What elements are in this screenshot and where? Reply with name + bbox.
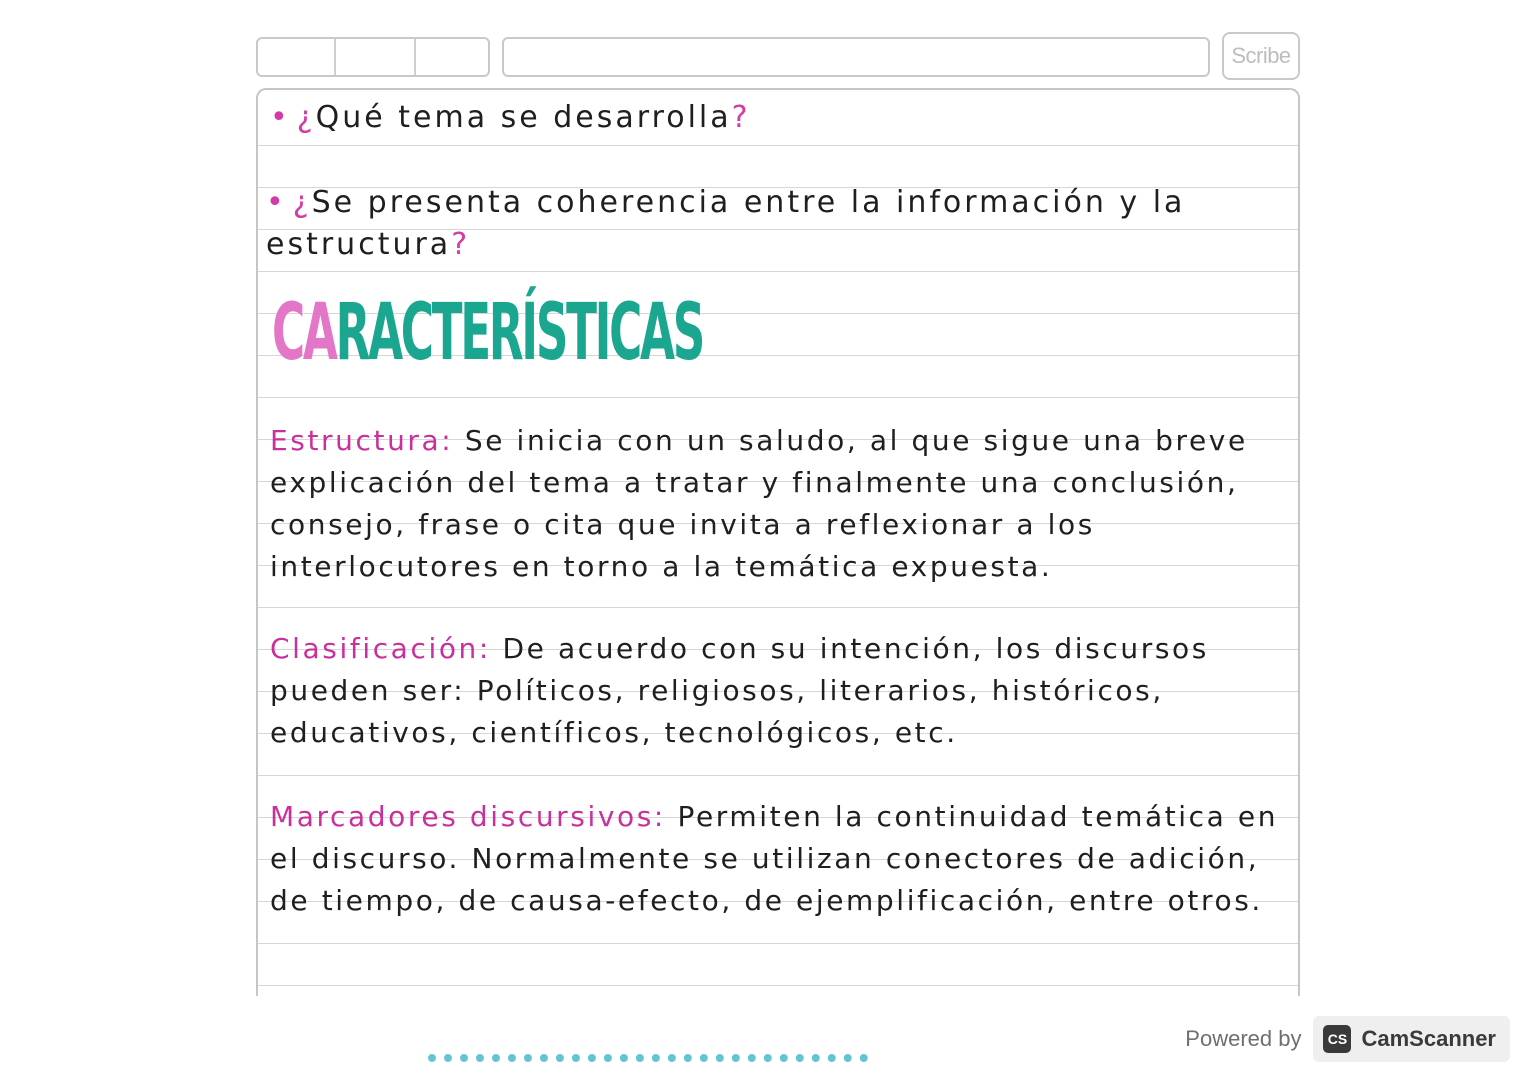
paragraph-text: Permiten la continuidad temática en el discurso. Normalmente se utilizan conectores de adición, de tiempo, de causa-efecto, de ejemplificación, entre otros.: [270, 800, 1279, 917]
bullet-icon: •: [270, 100, 291, 135]
scribe-logo: Scribe: [1231, 43, 1291, 68]
question-open-mark: ¿: [296, 100, 316, 135]
date-divider: [334, 39, 336, 75]
title-box: [502, 37, 1210, 77]
scanner-watermark: [1185, 1016, 1510, 1062]
section-title: [272, 288, 703, 378]
date-box: [256, 37, 490, 77]
page-header: [246, 24, 1310, 94]
question-close-mark: ?: [731, 100, 751, 135]
section-title-rest: RACTERÍSTICAS: [335, 288, 703, 378]
question-1: [270, 100, 751, 135]
paragraph-text: De acuerdo con su intención, los discursos pueden ser: Políticos, religiosos, literarios, históricos, educativos, científicos, tecnológicos, etc.: [270, 632, 1209, 749]
bullet-icon: •: [266, 185, 287, 220]
question-close-mark: ?: [451, 227, 471, 262]
powered-by-label: Powered by: [1185, 1026, 1302, 1051]
cut-off-heading: [428, 1046, 868, 1062]
camscanner-name: CamScanner: [1361, 1026, 1496, 1051]
paragraph-text: Se inicia con un saludo, al que sigue una breve explicación del tema a tratar y finalmente una conclusión, consejo, frase o cita que invita a reflexionar a los interlocutores en torno a la temática expuesta.: [270, 424, 1248, 583]
section-title-first: CA: [272, 288, 336, 378]
scribe-logo-box: [1222, 32, 1300, 80]
paragraph-key: Clasificación:: [270, 632, 491, 665]
paragraph-clasificacion: [270, 628, 1300, 754]
paragraph-key: Estructura:: [270, 424, 454, 457]
paragraph-marcadores: [270, 796, 1300, 922]
paragraph-estructura: [270, 420, 1300, 588]
ruled-area: [256, 88, 1300, 996]
question-open-mark: ¿: [292, 185, 312, 220]
question-text: Qué tema se desarrolla: [315, 100, 732, 135]
camscanner-badge: [1313, 1016, 1510, 1062]
camscanner-icon: CS: [1323, 1025, 1351, 1053]
paragraph-key: Marcadores discursivos:: [270, 800, 666, 833]
question-2: [266, 182, 1276, 266]
notebook-page: [246, 24, 1310, 996]
date-divider: [414, 39, 416, 75]
question-text: Se presenta coherencia entre la información y la estructura: [266, 185, 1186, 262]
